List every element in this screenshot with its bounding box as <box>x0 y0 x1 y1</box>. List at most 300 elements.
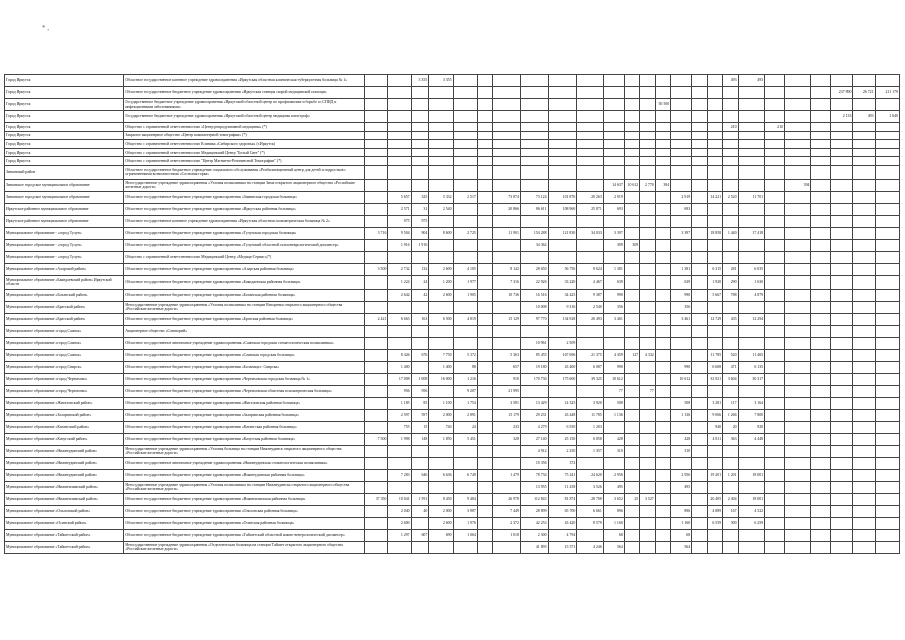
value-cell <box>692 433 707 445</box>
value-cell: 1 640 <box>875 111 899 123</box>
value-cell <box>655 157 670 166</box>
value-cell <box>875 493 899 505</box>
value-cell <box>655 505 670 517</box>
value-cell: 975 <box>411 215 429 227</box>
value-cell: 2 725 <box>453 227 477 239</box>
value-cell: 97 770 <box>520 313 548 325</box>
value-cell <box>493 131 521 140</box>
value-cell: 10 612 <box>603 373 624 385</box>
value-cell <box>831 179 853 191</box>
value-cell <box>875 337 899 349</box>
value-cell: 1 381 <box>671 263 692 275</box>
value-cell: 148 <box>411 433 429 445</box>
value-cell <box>520 123 548 132</box>
value-cell <box>493 123 521 132</box>
table-row <box>5 157 900 166</box>
value-cell <box>692 361 707 373</box>
value-cell <box>640 275 655 289</box>
municipality-cell: Зиминское городское муниципальное образование <box>5 179 124 191</box>
value-cell <box>723 87 738 99</box>
value-cell <box>388 123 411 132</box>
table-row <box>5 301 900 313</box>
value-cell <box>811 179 831 191</box>
value-cell <box>765 397 785 409</box>
value-cell <box>723 325 738 337</box>
value-cell <box>831 373 853 385</box>
value-cell <box>765 227 785 239</box>
value-cell: 56 756 <box>548 263 577 275</box>
value-cell <box>520 99 548 111</box>
value-cell <box>811 349 831 361</box>
value-cell: 300 <box>723 517 738 529</box>
value-cell: 4 448 <box>738 433 765 445</box>
value-cell <box>692 111 707 123</box>
value-cell: 1 479 <box>493 469 521 481</box>
value-cell <box>655 275 670 289</box>
value-cell <box>765 409 785 421</box>
value-cell <box>831 469 853 481</box>
value-cell: 5 657 <box>388 191 411 203</box>
value-cell: 1 203 <box>577 421 604 433</box>
value-cell <box>692 227 707 239</box>
value-cell: 2 600 <box>388 517 411 529</box>
value-cell <box>738 325 765 337</box>
institution-cell: Областное государственное бюджетное учреждение здравоохранения «Жигаловская районная больница» <box>124 397 365 409</box>
value-cell <box>875 275 899 289</box>
value-cell <box>520 251 548 263</box>
value-cell <box>875 505 899 517</box>
value-cell <box>577 75 604 87</box>
value-cell <box>640 251 655 263</box>
value-cell <box>875 251 899 263</box>
value-cell <box>707 325 722 337</box>
value-cell <box>624 289 639 301</box>
value-cell <box>429 337 453 349</box>
institution-cell: Областное государственное автономное учреждение здравоохранения «Нижнеудинская стоматологическая поликлиника» <box>124 457 365 469</box>
value-cell <box>875 409 899 421</box>
value-cell <box>365 275 388 289</box>
value-cell <box>831 457 853 469</box>
value-cell <box>388 481 411 493</box>
value-cell <box>831 239 853 251</box>
value-cell <box>738 87 765 99</box>
value-cell <box>624 123 639 132</box>
value-cell: 77 <box>640 385 655 397</box>
value-cell <box>784 239 811 251</box>
value-cell <box>548 87 577 99</box>
value-cell <box>603 215 624 227</box>
value-cell <box>723 445 738 457</box>
table-row <box>5 75 900 87</box>
value-cell <box>603 457 624 469</box>
value-cell <box>765 433 785 445</box>
value-cell <box>692 140 707 149</box>
value-cell <box>671 75 692 87</box>
value-cell <box>577 457 604 469</box>
value-cell <box>429 385 453 397</box>
value-cell <box>671 457 692 469</box>
value-cell <box>875 140 899 149</box>
value-cell <box>640 517 655 529</box>
value-cell: 6 559 <box>707 517 722 529</box>
value-cell <box>477 75 492 87</box>
value-cell <box>692 275 707 289</box>
table-row <box>5 111 900 123</box>
value-cell <box>875 421 899 433</box>
value-cell <box>784 87 811 99</box>
municipality-cell: Город Иркутск <box>5 87 124 99</box>
value-cell <box>603 75 624 87</box>
value-cell <box>577 123 604 132</box>
value-cell <box>784 517 811 529</box>
value-cell <box>655 227 670 239</box>
value-cell <box>624 263 639 275</box>
value-cell <box>388 457 411 469</box>
value-cell: 101 876 <box>548 191 577 203</box>
value-cell: 1 977 <box>453 275 477 289</box>
value-cell <box>477 457 492 469</box>
value-cell <box>723 457 738 469</box>
value-cell <box>811 493 831 505</box>
value-cell <box>765 203 785 215</box>
value-cell <box>624 541 639 553</box>
table-row <box>5 361 900 373</box>
value-cell: 22 926 <box>520 275 548 289</box>
value-cell: 990 <box>671 289 692 301</box>
value-cell <box>692 87 707 99</box>
value-cell <box>671 337 692 349</box>
value-cell: 7 316 <box>493 275 521 289</box>
value-cell: 8 579 <box>577 517 604 529</box>
value-cell <box>453 87 477 99</box>
value-cell <box>811 505 831 517</box>
value-cell: 309 <box>624 239 639 251</box>
value-cell: 20 866 <box>493 203 521 215</box>
value-cell <box>723 179 738 191</box>
value-cell <box>875 481 899 493</box>
value-cell <box>640 409 655 421</box>
value-cell <box>624 517 639 529</box>
value-cell <box>738 123 765 132</box>
value-cell <box>365 457 388 469</box>
value-cell <box>493 87 521 99</box>
value-cell <box>365 469 388 481</box>
value-cell: 6 135 <box>738 361 765 373</box>
value-cell: 11 701 <box>738 191 765 203</box>
value-cell: 1 400 <box>388 361 411 373</box>
value-cell <box>811 87 831 99</box>
value-cell <box>784 373 811 385</box>
value-cell <box>520 325 548 337</box>
value-cell <box>365 87 388 99</box>
value-cell <box>738 131 765 140</box>
value-cell <box>853 275 875 289</box>
value-cell: 4 467 <box>577 275 604 289</box>
value-cell <box>831 123 853 132</box>
value-cell: 8 624 <box>577 263 604 275</box>
value-cell <box>365 203 388 215</box>
value-cell <box>875 541 899 553</box>
value-cell <box>640 215 655 227</box>
value-cell <box>624 75 639 87</box>
table-row <box>5 373 900 385</box>
value-cell <box>520 87 548 99</box>
value-cell <box>388 87 411 99</box>
institution-cell: Акционерное общество «Санаторий» <box>124 325 365 337</box>
value-cell <box>811 541 831 553</box>
value-cell: 24 <box>453 421 477 433</box>
value-cell <box>831 148 853 157</box>
value-cell <box>831 75 853 87</box>
value-cell <box>811 165 831 179</box>
value-cell <box>493 541 521 553</box>
value-cell <box>477 445 492 457</box>
value-cell: 2 597 <box>388 409 411 421</box>
value-cell: 356 <box>603 301 624 313</box>
value-cell <box>493 179 521 191</box>
value-cell: 1 400 <box>429 361 453 373</box>
value-cell <box>365 445 388 457</box>
value-cell: 154 288 <box>520 227 548 239</box>
value-cell: 6 315 <box>707 263 722 275</box>
value-cell: 86 611 <box>520 203 548 215</box>
value-cell <box>477 385 492 397</box>
value-cell <box>477 227 492 239</box>
value-cell <box>784 433 811 445</box>
value-cell: 24 620 <box>577 469 604 481</box>
value-cell <box>520 75 548 87</box>
value-cell: 6 661 <box>577 505 604 517</box>
municipality-cell: Муниципальное образование «город Саянск» <box>5 325 124 337</box>
municipality-cell: Муниципальное образование «город Черемхово» <box>5 373 124 385</box>
value-cell: 394 <box>784 179 811 191</box>
value-cell: 1 850 <box>429 433 453 445</box>
value-cell <box>875 99 899 111</box>
value-cell <box>453 203 477 215</box>
institution-cell: Областное государственное бюджетное учреждение здравоохранения «Больница г. Свирска» <box>124 361 365 373</box>
value-cell: 920 <box>738 421 765 433</box>
value-cell <box>692 409 707 421</box>
table-row <box>5 275 900 289</box>
value-cell <box>548 140 577 149</box>
institution-cell: Негосударственное учреждение здравоохранения «Узловая поликлиника на станции Нижнеудинска открытого акционерного общества «Российские железные дороги» <box>124 481 365 493</box>
value-cell <box>365 337 388 349</box>
value-cell: 639 <box>603 275 624 289</box>
value-cell <box>723 239 738 251</box>
table-row <box>5 505 900 517</box>
value-cell <box>493 445 521 457</box>
value-cell <box>707 75 722 87</box>
value-cell: 16 516 <box>520 289 548 301</box>
value-cell <box>603 157 624 166</box>
value-cell <box>811 251 831 263</box>
value-cell: 39 325 <box>577 373 604 385</box>
value-cell <box>453 301 477 313</box>
municipality-cell: Муниципальное образование «Нижнеилимский район» <box>5 481 124 493</box>
value-cell <box>548 325 577 337</box>
value-cell: 2 404 <box>723 493 738 505</box>
value-cell <box>671 99 692 111</box>
value-cell: 4 105 <box>453 263 477 275</box>
value-cell <box>831 227 853 239</box>
value-cell: 356 <box>671 301 692 313</box>
value-cell: 34 033 <box>577 227 604 239</box>
value-cell <box>707 203 722 215</box>
value-cell <box>493 165 521 179</box>
value-cell <box>411 541 429 553</box>
value-cell <box>624 313 639 325</box>
value-cell <box>655 165 670 179</box>
value-cell <box>640 157 655 166</box>
value-cell: 956 <box>411 385 429 397</box>
value-cell <box>875 313 899 325</box>
value-cell <box>692 421 707 433</box>
value-cell <box>655 481 670 493</box>
value-cell <box>707 131 722 140</box>
value-cell <box>603 251 624 263</box>
value-cell <box>388 179 411 191</box>
municipality-cell: Иркутское районное муниципальное образование <box>5 215 124 227</box>
value-cell <box>765 251 785 263</box>
value-cell <box>477 493 492 505</box>
value-cell: 12 729 <box>707 313 722 325</box>
value-cell <box>784 275 811 289</box>
value-cell <box>624 505 639 517</box>
value-cell <box>692 373 707 385</box>
value-cell: 17 008 <box>388 373 411 385</box>
value-cell <box>640 301 655 313</box>
value-cell: 896 <box>671 505 692 517</box>
value-cell <box>853 337 875 349</box>
value-cell <box>655 123 670 132</box>
value-cell <box>738 337 765 349</box>
value-cell <box>671 131 692 140</box>
value-cell: 30 317 <box>738 373 765 385</box>
value-cell <box>853 373 875 385</box>
value-cell <box>831 301 853 313</box>
table-row <box>5 313 900 325</box>
value-cell <box>477 179 492 191</box>
value-cell: 2 642 <box>388 289 411 301</box>
value-cell <box>477 529 492 541</box>
value-cell <box>707 165 722 179</box>
institution-cell: Областное государственное бюджетное учреждение здравоохранения «Тайшетский областной кожно-венерологический диспансер» <box>124 529 365 541</box>
value-cell: 3 397 <box>603 227 624 239</box>
value-cell <box>429 251 453 263</box>
value-cell <box>692 325 707 337</box>
value-cell: 1 440 <box>723 227 738 239</box>
value-cell <box>640 529 655 541</box>
value-cell: 693 <box>671 203 692 215</box>
value-cell <box>640 131 655 140</box>
value-cell: 1 591 <box>411 493 429 505</box>
value-cell <box>765 87 785 99</box>
value-cell <box>655 215 670 227</box>
value-cell: 11 901 <box>493 227 521 239</box>
value-cell: 20 493 <box>577 313 604 325</box>
value-cell <box>784 361 811 373</box>
value-cell <box>707 99 722 111</box>
value-cell <box>577 131 604 140</box>
value-cell <box>738 301 765 313</box>
value-cell <box>520 165 548 179</box>
value-cell <box>477 251 492 263</box>
value-cell <box>853 409 875 421</box>
value-cell <box>655 75 670 87</box>
value-cell <box>453 445 477 457</box>
value-cell: 42 253 <box>520 517 548 529</box>
value-cell <box>548 131 577 140</box>
value-cell <box>853 99 875 111</box>
value-cell: 1 185 <box>388 397 411 409</box>
value-cell <box>477 541 492 553</box>
value-cell <box>477 99 492 111</box>
value-cell <box>875 157 899 166</box>
institution-cell: Общество с ограниченной ответственностью Медицинский Центр "Белый Свет" (*) <box>124 148 365 157</box>
value-cell <box>853 361 875 373</box>
value-cell <box>765 140 785 149</box>
value-cell <box>811 445 831 457</box>
value-cell: 14 221 <box>707 191 722 203</box>
value-cell: 1 916 <box>388 239 411 251</box>
value-cell <box>723 148 738 157</box>
value-cell <box>811 385 831 397</box>
value-cell <box>707 481 722 493</box>
value-cell <box>365 140 388 149</box>
value-cell <box>831 517 853 529</box>
value-cell <box>411 148 429 157</box>
value-cell <box>853 239 875 251</box>
value-cell <box>388 337 411 349</box>
value-cell <box>707 179 722 191</box>
value-cell <box>477 409 492 421</box>
value-cell: 9 066 <box>707 409 722 421</box>
value-cell <box>853 505 875 517</box>
value-cell <box>831 349 853 361</box>
value-cell: 4 332 <box>640 349 655 361</box>
value-cell <box>624 421 639 433</box>
table-row <box>5 289 900 301</box>
value-cell: 43 448 <box>548 409 577 421</box>
value-cell <box>365 111 388 123</box>
value-cell: 10 008 <box>520 301 548 313</box>
value-cell <box>692 301 707 313</box>
value-cell <box>692 239 707 251</box>
value-cell <box>520 131 548 140</box>
value-cell <box>692 481 707 493</box>
value-cell: 50 500 <box>655 99 670 111</box>
institution-cell: Негосударственное учреждение здравоохранения «Узловая поликлиника на станции Зима открытого акционерного общества «Российские железные дороги» <box>124 179 365 191</box>
value-cell: 495 <box>603 481 624 493</box>
value-cell <box>429 165 453 179</box>
value-cell: 2 540 <box>577 301 604 313</box>
corner-mark: * , <box>42 24 49 32</box>
value-cell <box>853 493 875 505</box>
value-cell <box>411 361 429 373</box>
value-cell <box>765 263 785 275</box>
value-cell <box>477 325 492 337</box>
value-cell: 493 <box>853 111 875 123</box>
value-cell: 2 000 <box>429 505 453 517</box>
value-cell <box>831 409 853 421</box>
value-cell <box>671 215 692 227</box>
value-cell <box>671 349 692 361</box>
value-cell <box>493 215 521 227</box>
value-cell: 13 955 <box>520 481 548 493</box>
value-cell: 428 <box>603 433 624 445</box>
value-cell <box>784 263 811 275</box>
value-cell <box>411 131 429 140</box>
